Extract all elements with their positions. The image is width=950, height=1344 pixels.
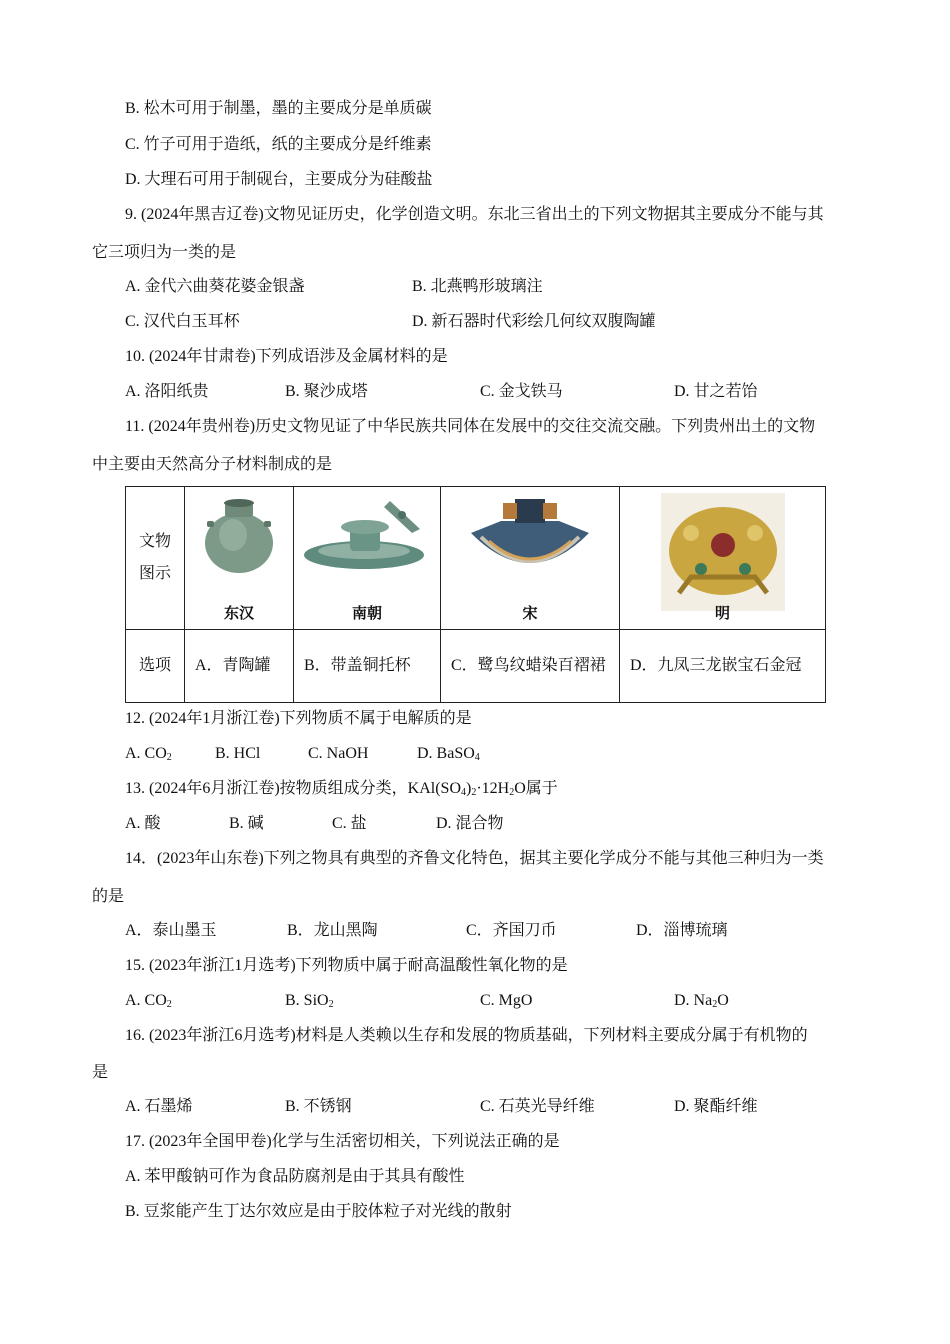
q10-stem: 10. (2024年甘肃卷)下列成语涉及金属材料的是	[125, 348, 448, 365]
q13-options	[125, 814, 825, 834]
q14-stem-line2: 的是	[92, 888, 125, 905]
q16-option-b: B. 不锈钢	[285, 1098, 352, 1115]
artifact-cell-b	[294, 487, 441, 630]
q12-stem: 12. (2024年1月浙江卷)下列物质不属于电解质的是	[125, 710, 472, 727]
q14-stem-line1: 14．(2023年山东卷)下列之物具有典型的齐鲁文化特色，据其主要化学成分不能与其他三种归为一类	[125, 850, 824, 867]
q14-options	[125, 921, 825, 941]
q12-options	[125, 744, 825, 764]
q13-option-b: B. 碱	[229, 815, 264, 832]
q13-option-d: D. 混合物	[436, 815, 504, 832]
q15-option-a: A. $CO_2$	[125, 992, 172, 1010]
q11-option-a: A．青陶罐	[185, 630, 294, 703]
q11-stem-line2: 中主要由天然高分子材料制成的是	[92, 456, 333, 473]
q10-options	[125, 382, 825, 402]
table-header-artifact-image	[126, 487, 185, 630]
q16-option-c: C. 石英光导纤维	[480, 1098, 595, 1115]
lidded-bronze-cup-image	[302, 493, 432, 577]
q13-option-a: A. 酸	[125, 815, 161, 832]
q10-option-c: C. 金戈铁马	[480, 383, 563, 400]
q9-option-b: B. 北燕鸭形玻璃注	[412, 278, 543, 295]
artifact-caption-d: 明	[714, 604, 730, 622]
q11-stem-line1: 11. (2024年贵州卷)历史文物见证了中华民族共同体在发展中的交往交流交融。下列贵州出土的文物	[125, 418, 816, 435]
q13-stem: 13. (2024年6月浙江卷)按物质组成分类，$KAl(SO_4)_2\cdot 12H_2O$属于	[125, 780, 558, 798]
q14-option-d: D．淄博琉璃	[636, 922, 728, 939]
q9-stem-line1: 9. (2024年黑吉辽卷)文物见证历史，化学创造文明。东北三省出土的下列文物据其主要成分不能与其	[125, 206, 824, 223]
q14-option-c: C．齐国刀币	[466, 922, 557, 939]
q15-option-b: B. SiO$_2$	[285, 992, 334, 1010]
header-line-2: 图示	[138, 565, 171, 582]
q14-option-a: A．泰山墨玉	[125, 922, 217, 939]
header-line-1: 文物	[138, 533, 171, 550]
q9-option-a: A. 金代六曲葵花婆金银盏	[125, 278, 305, 295]
artifact-cell-a	[185, 487, 294, 630]
q16-stem-line2: 是	[92, 1064, 109, 1081]
q16-options	[125, 1097, 825, 1117]
q9-option-c: C. 汉代白玉耳杯	[125, 313, 240, 330]
celadon-jar-image	[199, 493, 279, 577]
q11-option-b: B．带盖铜托杯	[294, 630, 441, 703]
q10-option-d: D. 甘之若饴	[674, 383, 758, 400]
q9-options-row2	[125, 312, 825, 332]
q12-option-b: B. HCl	[215, 745, 261, 762]
q15-options	[125, 991, 825, 1011]
artifact-caption-c: 宋	[522, 604, 538, 622]
q13-option-c: C. 盐	[332, 815, 367, 832]
q8-option-d: D. 大理石可用于制砚台，主要成分为硅酸盐	[125, 171, 433, 188]
q17-option-a: A. 苯甲酸钠可作为食品防腐剂是由于其具有酸性	[125, 1168, 465, 1185]
q12-option-a: A. $CO_2$	[125, 745, 172, 763]
q17-stem: 17. (2023年全国甲卷)化学与生活密切相关，下列说法正确的是	[125, 1133, 560, 1150]
q12-option-d: D. BaSO$_4$	[417, 745, 480, 763]
q15-option-c: C. MgO	[480, 992, 533, 1009]
q16-option-a: A. 石墨烯	[125, 1098, 193, 1115]
q11-option-c: C．鹭鸟纹蜡染百褶裙	[441, 630, 620, 703]
q9-options-row1	[125, 277, 825, 297]
q14-option-b: B．龙山黑陶	[287, 922, 378, 939]
q9-stem-line2: 它三项归为一类的是	[92, 244, 237, 261]
q12-option-c: C. NaOH	[308, 745, 369, 762]
artifact-caption-a: 东汉	[223, 604, 254, 622]
batik-pleated-skirt-image	[467, 493, 593, 577]
q8-option-b: B. 松木可用于制墨，墨的主要成分是单质碳	[125, 100, 432, 117]
q15-stem: 15. (2023年浙江1月选考)下列物质中属于耐高温酸性氧化物的是	[125, 957, 568, 974]
q16-stem-line1: 16. (2023年浙江6月选考)材料是人类赖以生存和发展的物质基础，下列材料主要成分属于有机物的	[125, 1027, 808, 1044]
artifact-table	[125, 486, 826, 703]
q10-option-a: A. 洛阳纸贵	[125, 383, 209, 400]
q10-option-b: B. 聚沙成塔	[285, 383, 368, 400]
q17-option-b: B. 豆浆能产生丁达尔效应是由于胶体粒子对光线的散射	[125, 1203, 512, 1220]
gold-phoenix-crown-image	[661, 493, 785, 611]
q15-option-d: D. $Na_2O$	[674, 992, 729, 1010]
q8-option-c: C. 竹子可用于造纸，纸的主要成分是纤维素	[125, 136, 432, 153]
q9-option-d: D. 新石器时代彩绘几何纹双腹陶罐	[412, 313, 656, 330]
q16-option-d: D. 聚酯纤维	[674, 1098, 758, 1115]
artifact-cell-c	[441, 487, 620, 630]
artifact-cell-d	[620, 487, 826, 630]
q11-option-d: D．九凤三龙嵌宝石金冠	[620, 630, 826, 703]
artifact-caption-b: 南朝	[351, 604, 382, 622]
table-header-option: 选项	[126, 630, 185, 703]
